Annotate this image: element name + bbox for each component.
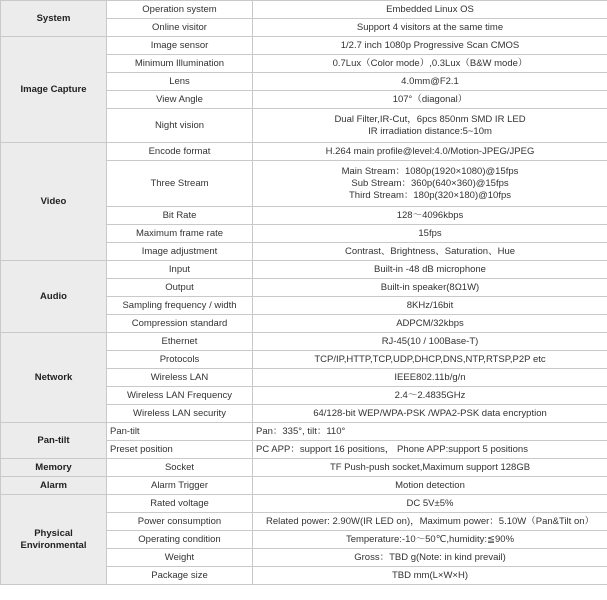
category-cell: Image Capture — [1, 37, 107, 143]
value-line: TCP/IP,HTTP,TCP,UDP,DHCP,DNS,NTP,RTSP,P2P etc — [314, 353, 546, 365]
parameter-cell: Wireless LAN security — [107, 405, 253, 423]
value-cell — [253, 143, 607, 161]
parameter-cell: Lens — [107, 73, 253, 91]
parameter-cell: Compression standard — [107, 315, 253, 333]
spec-row — [1, 37, 607, 55]
parameter-cell: Weight — [107, 549, 253, 567]
category-cell: Alarm — [1, 477, 107, 495]
value-cell — [253, 279, 607, 297]
value-cell — [253, 73, 607, 91]
parameter-cell: Operating condition — [107, 531, 253, 549]
parameter-cell: Operation system — [107, 1, 253, 19]
value-line: 2.4～2.4835GHz — [394, 389, 466, 401]
value-line: Support 4 visitors at the same time — [356, 21, 504, 33]
parameter-cell: Package size — [107, 567, 253, 585]
parameter-cell: Alarm Trigger — [107, 477, 253, 495]
value-line: 107°（diagonal） — [392, 93, 468, 105]
value-cell — [253, 405, 607, 423]
parameter-cell: Protocols — [107, 351, 253, 369]
value-cell — [253, 351, 607, 369]
value-line: Built-in speaker(8Ω1W) — [380, 281, 480, 293]
value-line: IEEE802.11b/g/n — [394, 371, 466, 383]
value-cell — [253, 37, 607, 55]
spec-row — [1, 477, 607, 495]
value-line: Third Stream：180p(320×180)@10fps — [349, 189, 511, 201]
parameter-cell: Sampling frequency / width — [107, 297, 253, 315]
value-cell — [253, 477, 607, 495]
value-line: RJ-45(10 / 100Base-T) — [381, 335, 479, 347]
value-cell — [253, 459, 607, 477]
value-line: Contrast、Brightness、Saturation、Hue — [344, 245, 516, 257]
value-line: 8KHz/16bit — [406, 299, 454, 311]
spec-row — [1, 423, 607, 441]
category-cell: Physical Environmental — [1, 495, 107, 585]
value-cell — [253, 297, 607, 315]
value-line: Sub Stream：360p(640×360)@15fps — [351, 177, 509, 189]
value-line: Temperature:-10～50℃,humidity:≦90% — [345, 533, 515, 545]
value-cell — [253, 19, 607, 37]
parameter-cell: Image sensor — [107, 37, 253, 55]
value-line: 4.0mm@F2.1 — [401, 75, 459, 87]
value-cell — [253, 91, 607, 109]
value-line: TF Push-push socket,Maximum support 128GB — [329, 461, 531, 473]
category-cell: Pan-tilt — [1, 423, 107, 459]
parameter-cell: Three Stream — [107, 161, 253, 207]
parameter-cell: Night vision — [107, 109, 253, 143]
spec-row — [1, 143, 607, 161]
value-line: 15fps — [418, 227, 442, 239]
parameter-cell: Power consumption — [107, 513, 253, 531]
value-line: DC 5V±5% — [406, 497, 454, 509]
spec-table-body — [1, 1, 607, 585]
parameter-cell: Wireless LAN — [107, 369, 253, 387]
value-cell — [253, 55, 607, 73]
value-cell — [253, 225, 607, 243]
value-line: Dual Filter,IR-Cut，6pcs 850nm SMD IR LED — [334, 113, 526, 125]
value-line: Main Stream：1080p(1920×1080)@15fps — [341, 165, 519, 177]
value-line: ADPCM/32kbps — [396, 317, 464, 329]
value-cell — [253, 243, 607, 261]
parameter-cell: Maximum frame rate — [107, 225, 253, 243]
value-cell — [253, 315, 607, 333]
spec-row — [1, 261, 607, 279]
value-line: Pan：335°, tilt：110° — [256, 425, 346, 437]
value-cell — [253, 369, 607, 387]
value-cell — [253, 261, 607, 279]
value-cell — [253, 441, 607, 459]
parameter-cell: Socket — [107, 459, 253, 477]
category-cell: Audio — [1, 261, 107, 333]
spec-row — [1, 333, 607, 351]
parameter-cell: Preset position — [107, 441, 253, 459]
parameter-cell: Bit Rate — [107, 207, 253, 225]
value-line: Embedded Linux OS — [386, 3, 474, 15]
value-line: H.264 main profile@level:4.0/Motion-JPEG/JPEG — [325, 145, 535, 157]
value-cell — [253, 387, 607, 405]
parameter-cell: Wireless LAN Frequency — [107, 387, 253, 405]
value-line: Motion detection — [395, 479, 465, 491]
value-cell — [253, 513, 607, 531]
value-cell — [253, 161, 607, 207]
parameter-cell: View Angle — [107, 91, 253, 109]
value-cell — [253, 207, 607, 225]
value-line: Related power: 2.90W(IR LED on)，Maximum power：5.10W（Pan&Tilt on） — [265, 515, 595, 527]
parameter-cell: Minimum Illumination — [107, 55, 253, 73]
value-line: 1/2.7 inch 1080p Progressive Scan CMOS — [340, 39, 520, 51]
value-cell — [253, 423, 607, 441]
value-cell — [253, 495, 607, 513]
parameter-cell: Image adjustment — [107, 243, 253, 261]
value-cell — [253, 567, 607, 585]
value-line: TBD mm(L×W×H) — [392, 569, 468, 581]
parameter-cell: Output — [107, 279, 253, 297]
parameter-cell: Pan-tilt — [107, 423, 253, 441]
value-line: IR irradiation distance:5~10m — [368, 125, 492, 137]
value-line: 64/128-bit WEP/WPA-PSK /WPA2-PSK data encryption — [313, 407, 547, 419]
parameter-cell: Encode format — [107, 143, 253, 161]
parameter-cell: Ethernet — [107, 333, 253, 351]
value-cell — [253, 109, 607, 143]
spec-row — [1, 495, 607, 513]
parameter-cell: Input — [107, 261, 253, 279]
value-cell — [253, 333, 607, 351]
value-line: 128～4096kbps — [396, 209, 464, 221]
category-cell: Memory — [1, 459, 107, 477]
category-cell: System — [1, 1, 107, 37]
value-cell — [253, 531, 607, 549]
parameter-cell: Rated voltage — [107, 495, 253, 513]
value-line: Gross：TBD g(Note: in kind prevail) — [354, 551, 506, 563]
value-line: 0.7Lux（Color mode）,0.3Lux（B&W mode） — [332, 57, 528, 69]
spec-row — [1, 1, 607, 19]
parameter-cell: Online visitor — [107, 19, 253, 37]
value-cell — [253, 1, 607, 19]
value-line: PC APP：support 16 positions， Phone APP:support 5 positions — [256, 443, 528, 455]
category-cell: Video — [1, 143, 107, 261]
category-cell: Network — [1, 333, 107, 423]
spec-row — [1, 459, 607, 477]
value-line: Built-in -48 dB microphone — [374, 263, 486, 275]
value-cell — [253, 549, 607, 567]
